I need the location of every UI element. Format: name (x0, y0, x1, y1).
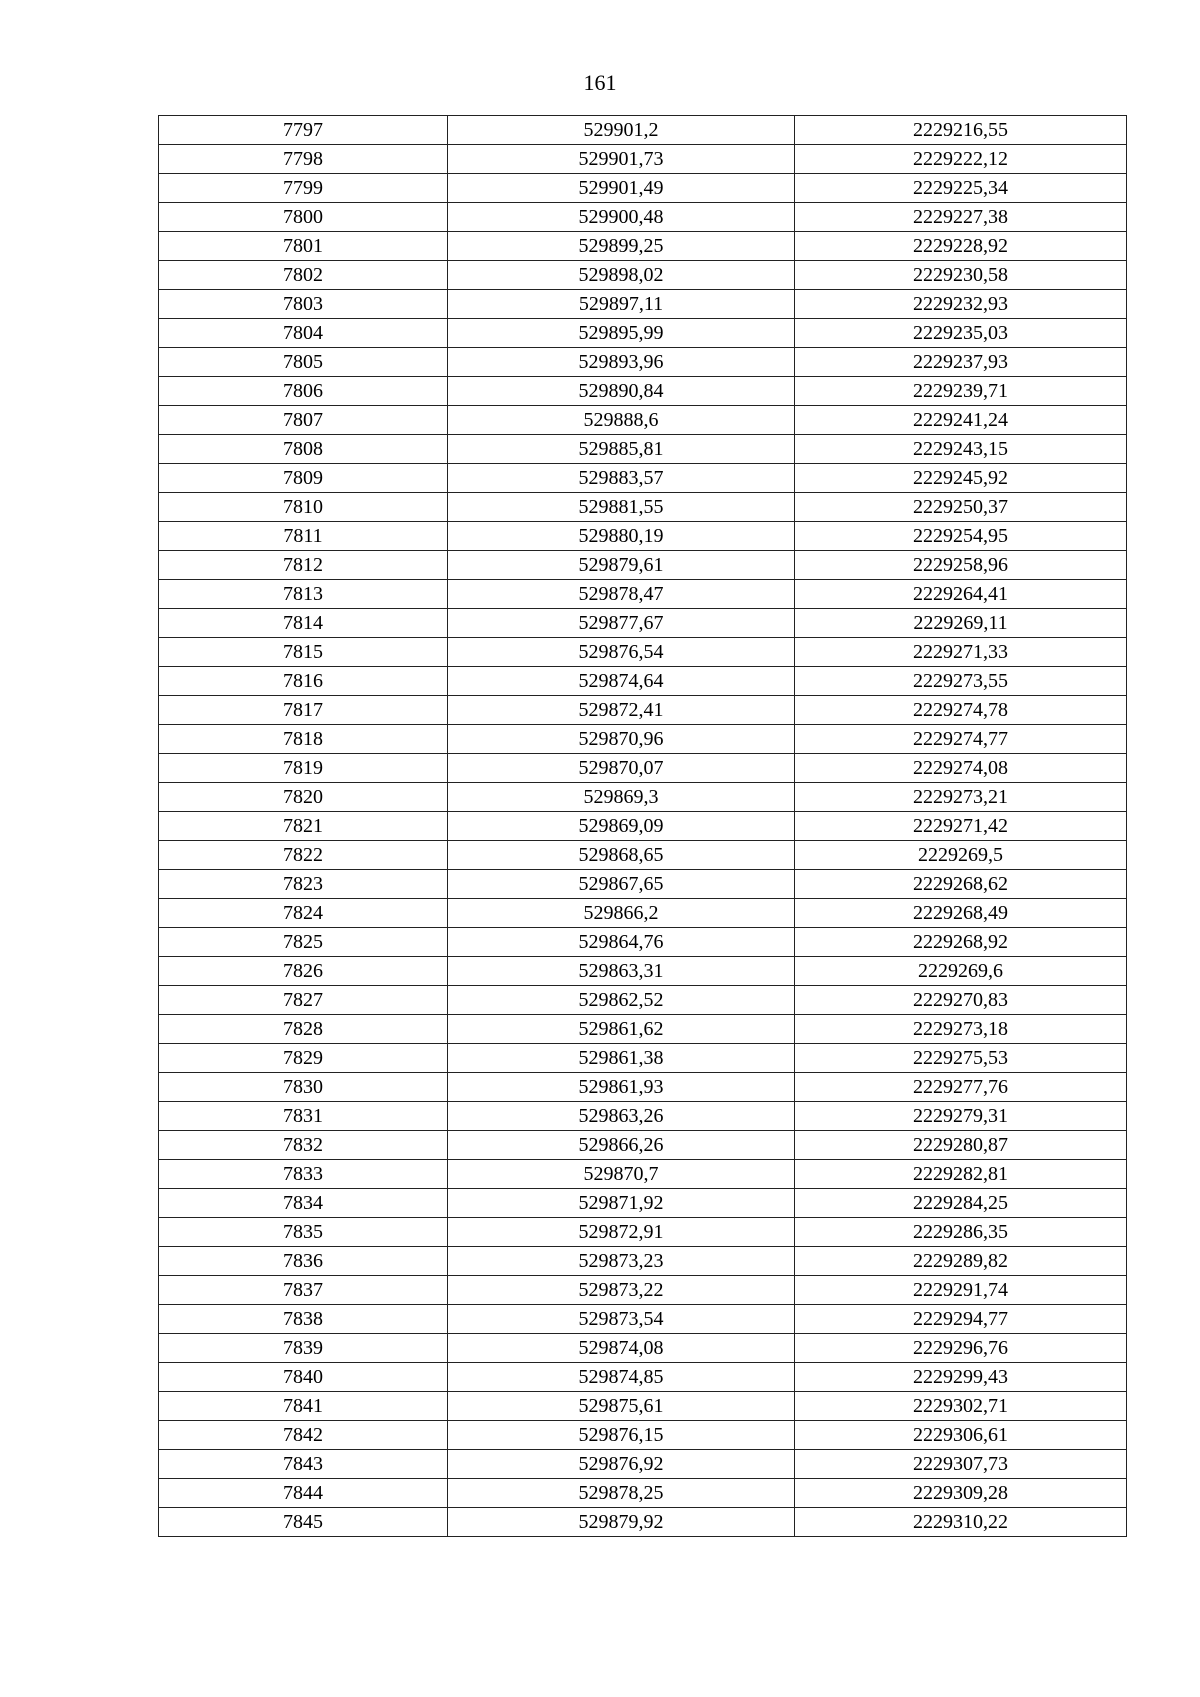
y-coordinate-cell: 2229307,73 (795, 1450, 1127, 1479)
point-number-cell: 7812 (159, 551, 448, 580)
point-number-cell: 7839 (159, 1334, 448, 1363)
x-coordinate-cell: 529872,41 (448, 696, 795, 725)
table-row (159, 435, 1127, 464)
table-row (159, 957, 1127, 986)
y-coordinate-cell: 2229294,77 (795, 1305, 1127, 1334)
y-coordinate-cell: 2229254,95 (795, 522, 1127, 551)
table-row (159, 290, 1127, 319)
point-number-cell: 7824 (159, 899, 448, 928)
table-row (159, 261, 1127, 290)
table-row (159, 609, 1127, 638)
point-number-cell: 7797 (159, 116, 448, 145)
x-coordinate-cell: 529893,96 (448, 348, 795, 377)
y-coordinate-cell: 2229271,33 (795, 638, 1127, 667)
table-row (159, 319, 1127, 348)
table-row (159, 812, 1127, 841)
x-coordinate-cell: 529879,92 (448, 1508, 795, 1537)
table-row (159, 1189, 1127, 1218)
point-number-cell: 7836 (159, 1247, 448, 1276)
y-coordinate-cell: 2229232,93 (795, 290, 1127, 319)
point-number-cell: 7832 (159, 1131, 448, 1160)
table-row (159, 1334, 1127, 1363)
point-number-cell: 7823 (159, 870, 448, 899)
table-row (159, 638, 1127, 667)
table-row (159, 1392, 1127, 1421)
x-coordinate-cell: 529869,3 (448, 783, 795, 812)
x-coordinate-cell: 529864,76 (448, 928, 795, 957)
y-coordinate-cell: 2229264,41 (795, 580, 1127, 609)
table-row (159, 754, 1127, 783)
point-number-cell: 7818 (159, 725, 448, 754)
y-coordinate-cell: 2229273,21 (795, 783, 1127, 812)
x-coordinate-cell: 529888,6 (448, 406, 795, 435)
table-row (159, 406, 1127, 435)
y-coordinate-cell: 2229291,74 (795, 1276, 1127, 1305)
x-coordinate-cell: 529861,62 (448, 1015, 795, 1044)
table-row (159, 870, 1127, 899)
y-coordinate-cell: 2229235,03 (795, 319, 1127, 348)
y-coordinate-cell: 2229222,12 (795, 145, 1127, 174)
x-coordinate-cell: 529876,92 (448, 1450, 795, 1479)
x-coordinate-cell: 529861,93 (448, 1073, 795, 1102)
y-coordinate-cell: 2229216,55 (795, 116, 1127, 145)
table-row (159, 493, 1127, 522)
y-coordinate-cell: 2229296,76 (795, 1334, 1127, 1363)
point-number-cell: 7821 (159, 812, 448, 841)
point-number-cell: 7830 (159, 1073, 448, 1102)
point-number-cell: 7808 (159, 435, 448, 464)
x-coordinate-cell: 529876,15 (448, 1421, 795, 1450)
x-coordinate-cell: 529878,47 (448, 580, 795, 609)
point-number-cell: 7798 (159, 145, 448, 174)
point-number-cell: 7802 (159, 261, 448, 290)
x-coordinate-cell: 529871,92 (448, 1189, 795, 1218)
point-number-cell: 7845 (159, 1508, 448, 1537)
y-coordinate-cell: 2229239,71 (795, 377, 1127, 406)
point-number-cell: 7822 (159, 841, 448, 870)
y-coordinate-cell: 2229258,96 (795, 551, 1127, 580)
point-number-cell: 7799 (159, 174, 448, 203)
table-row (159, 1218, 1127, 1247)
point-number-cell: 7834 (159, 1189, 448, 1218)
point-number-cell: 7810 (159, 493, 448, 522)
x-coordinate-cell: 529880,19 (448, 522, 795, 551)
x-coordinate-cell: 529870,07 (448, 754, 795, 783)
x-coordinate-cell: 529870,96 (448, 725, 795, 754)
y-coordinate-cell: 2229241,24 (795, 406, 1127, 435)
x-coordinate-cell: 529863,26 (448, 1102, 795, 1131)
table-row (159, 551, 1127, 580)
table-row (159, 174, 1127, 203)
y-coordinate-cell: 2229273,55 (795, 667, 1127, 696)
y-coordinate-cell: 2229289,82 (795, 1247, 1127, 1276)
table-row (159, 1421, 1127, 1450)
y-coordinate-cell: 2229227,38 (795, 203, 1127, 232)
table-row (159, 725, 1127, 754)
point-number-cell: 7825 (159, 928, 448, 957)
x-coordinate-cell: 529869,09 (448, 812, 795, 841)
x-coordinate-cell: 529874,64 (448, 667, 795, 696)
x-coordinate-cell: 529879,61 (448, 551, 795, 580)
point-number-cell: 7814 (159, 609, 448, 638)
x-coordinate-cell: 529868,65 (448, 841, 795, 870)
table-row (159, 580, 1127, 609)
table-row (159, 1305, 1127, 1334)
x-coordinate-cell: 529878,25 (448, 1479, 795, 1508)
table-row (159, 1363, 1127, 1392)
table-row (159, 1044, 1127, 1073)
y-coordinate-cell: 2229286,35 (795, 1218, 1127, 1247)
x-coordinate-cell: 529900,48 (448, 203, 795, 232)
x-coordinate-cell: 529877,67 (448, 609, 795, 638)
x-coordinate-cell: 529873,23 (448, 1247, 795, 1276)
point-number-cell: 7826 (159, 957, 448, 986)
y-coordinate-cell: 2229237,93 (795, 348, 1127, 377)
point-number-cell: 7838 (159, 1305, 448, 1334)
y-coordinate-cell: 2229268,92 (795, 928, 1127, 957)
x-coordinate-cell: 529895,99 (448, 319, 795, 348)
point-number-cell: 7804 (159, 319, 448, 348)
x-coordinate-cell: 529901,49 (448, 174, 795, 203)
coordinates-table (158, 115, 1127, 1537)
point-number-cell: 7816 (159, 667, 448, 696)
y-coordinate-cell: 2229225,34 (795, 174, 1127, 203)
table-row (159, 1508, 1127, 1537)
point-number-cell: 7815 (159, 638, 448, 667)
table-row (159, 1247, 1127, 1276)
y-coordinate-cell: 2229280,87 (795, 1131, 1127, 1160)
table-row (159, 928, 1127, 957)
table-row (159, 1073, 1127, 1102)
x-coordinate-cell: 529870,7 (448, 1160, 795, 1189)
table-row (159, 464, 1127, 493)
table-row (159, 1276, 1127, 1305)
point-number-cell: 7835 (159, 1218, 448, 1247)
x-coordinate-cell: 529901,73 (448, 145, 795, 174)
x-coordinate-cell: 529867,65 (448, 870, 795, 899)
y-coordinate-cell: 2229282,81 (795, 1160, 1127, 1189)
y-coordinate-cell: 2229275,53 (795, 1044, 1127, 1073)
point-number-cell: 7817 (159, 696, 448, 725)
point-number-cell: 7843 (159, 1450, 448, 1479)
point-number-cell: 7820 (159, 783, 448, 812)
table-row (159, 116, 1127, 145)
x-coordinate-cell: 529861,38 (448, 1044, 795, 1073)
y-coordinate-cell: 2229273,18 (795, 1015, 1127, 1044)
x-coordinate-cell: 529881,55 (448, 493, 795, 522)
x-coordinate-cell: 529875,61 (448, 1392, 795, 1421)
y-coordinate-cell: 2229268,49 (795, 899, 1127, 928)
point-number-cell: 7841 (159, 1392, 448, 1421)
point-number-cell: 7828 (159, 1015, 448, 1044)
table-row (159, 1450, 1127, 1479)
table-row (159, 145, 1127, 174)
x-coordinate-cell: 529898,02 (448, 261, 795, 290)
table-row (159, 1131, 1127, 1160)
y-coordinate-cell: 2229306,61 (795, 1421, 1127, 1450)
y-coordinate-cell: 2229274,78 (795, 696, 1127, 725)
table-row (159, 1160, 1127, 1189)
y-coordinate-cell: 2229270,83 (795, 986, 1127, 1015)
table-row (159, 899, 1127, 928)
y-coordinate-cell: 2229310,22 (795, 1508, 1127, 1537)
x-coordinate-cell: 529874,08 (448, 1334, 795, 1363)
point-number-cell: 7800 (159, 203, 448, 232)
y-coordinate-cell: 2229230,58 (795, 261, 1127, 290)
table-row (159, 667, 1127, 696)
point-number-cell: 7803 (159, 290, 448, 319)
x-coordinate-cell: 529866,2 (448, 899, 795, 928)
y-coordinate-cell: 2229228,92 (795, 232, 1127, 261)
point-number-cell: 7809 (159, 464, 448, 493)
point-number-cell: 7811 (159, 522, 448, 551)
point-number-cell: 7801 (159, 232, 448, 261)
y-coordinate-cell: 2229309,28 (795, 1479, 1127, 1508)
x-coordinate-cell: 529897,11 (448, 290, 795, 319)
table-row (159, 522, 1127, 551)
y-coordinate-cell: 2229284,25 (795, 1189, 1127, 1218)
table-row (159, 783, 1127, 812)
y-coordinate-cell: 2229302,71 (795, 1392, 1127, 1421)
y-coordinate-cell: 2229268,62 (795, 870, 1127, 899)
point-number-cell: 7840 (159, 1363, 448, 1392)
point-number-cell: 7819 (159, 754, 448, 783)
table-row (159, 986, 1127, 1015)
y-coordinate-cell: 2229269,6 (795, 957, 1127, 986)
point-number-cell: 7833 (159, 1160, 448, 1189)
y-coordinate-cell: 2229245,92 (795, 464, 1127, 493)
x-coordinate-cell: 529876,54 (448, 638, 795, 667)
table-row (159, 1479, 1127, 1508)
y-coordinate-cell: 2229269,11 (795, 609, 1127, 638)
x-coordinate-cell: 529873,22 (448, 1276, 795, 1305)
x-coordinate-cell: 529873,54 (448, 1305, 795, 1334)
table-row (159, 348, 1127, 377)
x-coordinate-cell: 529890,84 (448, 377, 795, 406)
x-coordinate-cell: 529874,85 (448, 1363, 795, 1392)
table-row (159, 696, 1127, 725)
x-coordinate-cell: 529901,2 (448, 116, 795, 145)
x-coordinate-cell: 529866,26 (448, 1131, 795, 1160)
y-coordinate-cell: 2229271,42 (795, 812, 1127, 841)
table-row (159, 1102, 1127, 1131)
point-number-cell: 7805 (159, 348, 448, 377)
y-coordinate-cell: 2229250,37 (795, 493, 1127, 522)
point-number-cell: 7806 (159, 377, 448, 406)
table-row (159, 377, 1127, 406)
y-coordinate-cell: 2229274,08 (795, 754, 1127, 783)
page-number: 161 (583, 70, 617, 95)
x-coordinate-cell: 529885,81 (448, 435, 795, 464)
table-row (159, 203, 1127, 232)
point-number-cell: 7844 (159, 1479, 448, 1508)
table-row (159, 841, 1127, 870)
y-coordinate-cell: 2229277,76 (795, 1073, 1127, 1102)
point-number-cell: 7829 (159, 1044, 448, 1073)
table-row (159, 1015, 1127, 1044)
x-coordinate-cell: 529899,25 (448, 232, 795, 261)
point-number-cell: 7842 (159, 1421, 448, 1450)
point-number-cell: 7827 (159, 986, 448, 1015)
x-coordinate-cell: 529862,52 (448, 986, 795, 1015)
coordinates-table-body (159, 116, 1127, 1537)
table-row (159, 232, 1127, 261)
point-number-cell: 7807 (159, 406, 448, 435)
y-coordinate-cell: 2229299,43 (795, 1363, 1127, 1392)
y-coordinate-cell: 2229243,15 (795, 435, 1127, 464)
x-coordinate-cell: 529883,57 (448, 464, 795, 493)
x-coordinate-cell: 529872,91 (448, 1218, 795, 1247)
x-coordinate-cell: 529863,31 (448, 957, 795, 986)
point-number-cell: 7813 (159, 580, 448, 609)
y-coordinate-cell: 2229269,5 (795, 841, 1127, 870)
y-coordinate-cell: 2229279,31 (795, 1102, 1127, 1131)
y-coordinate-cell: 2229274,77 (795, 725, 1127, 754)
point-number-cell: 7831 (159, 1102, 448, 1131)
point-number-cell: 7837 (159, 1276, 448, 1305)
